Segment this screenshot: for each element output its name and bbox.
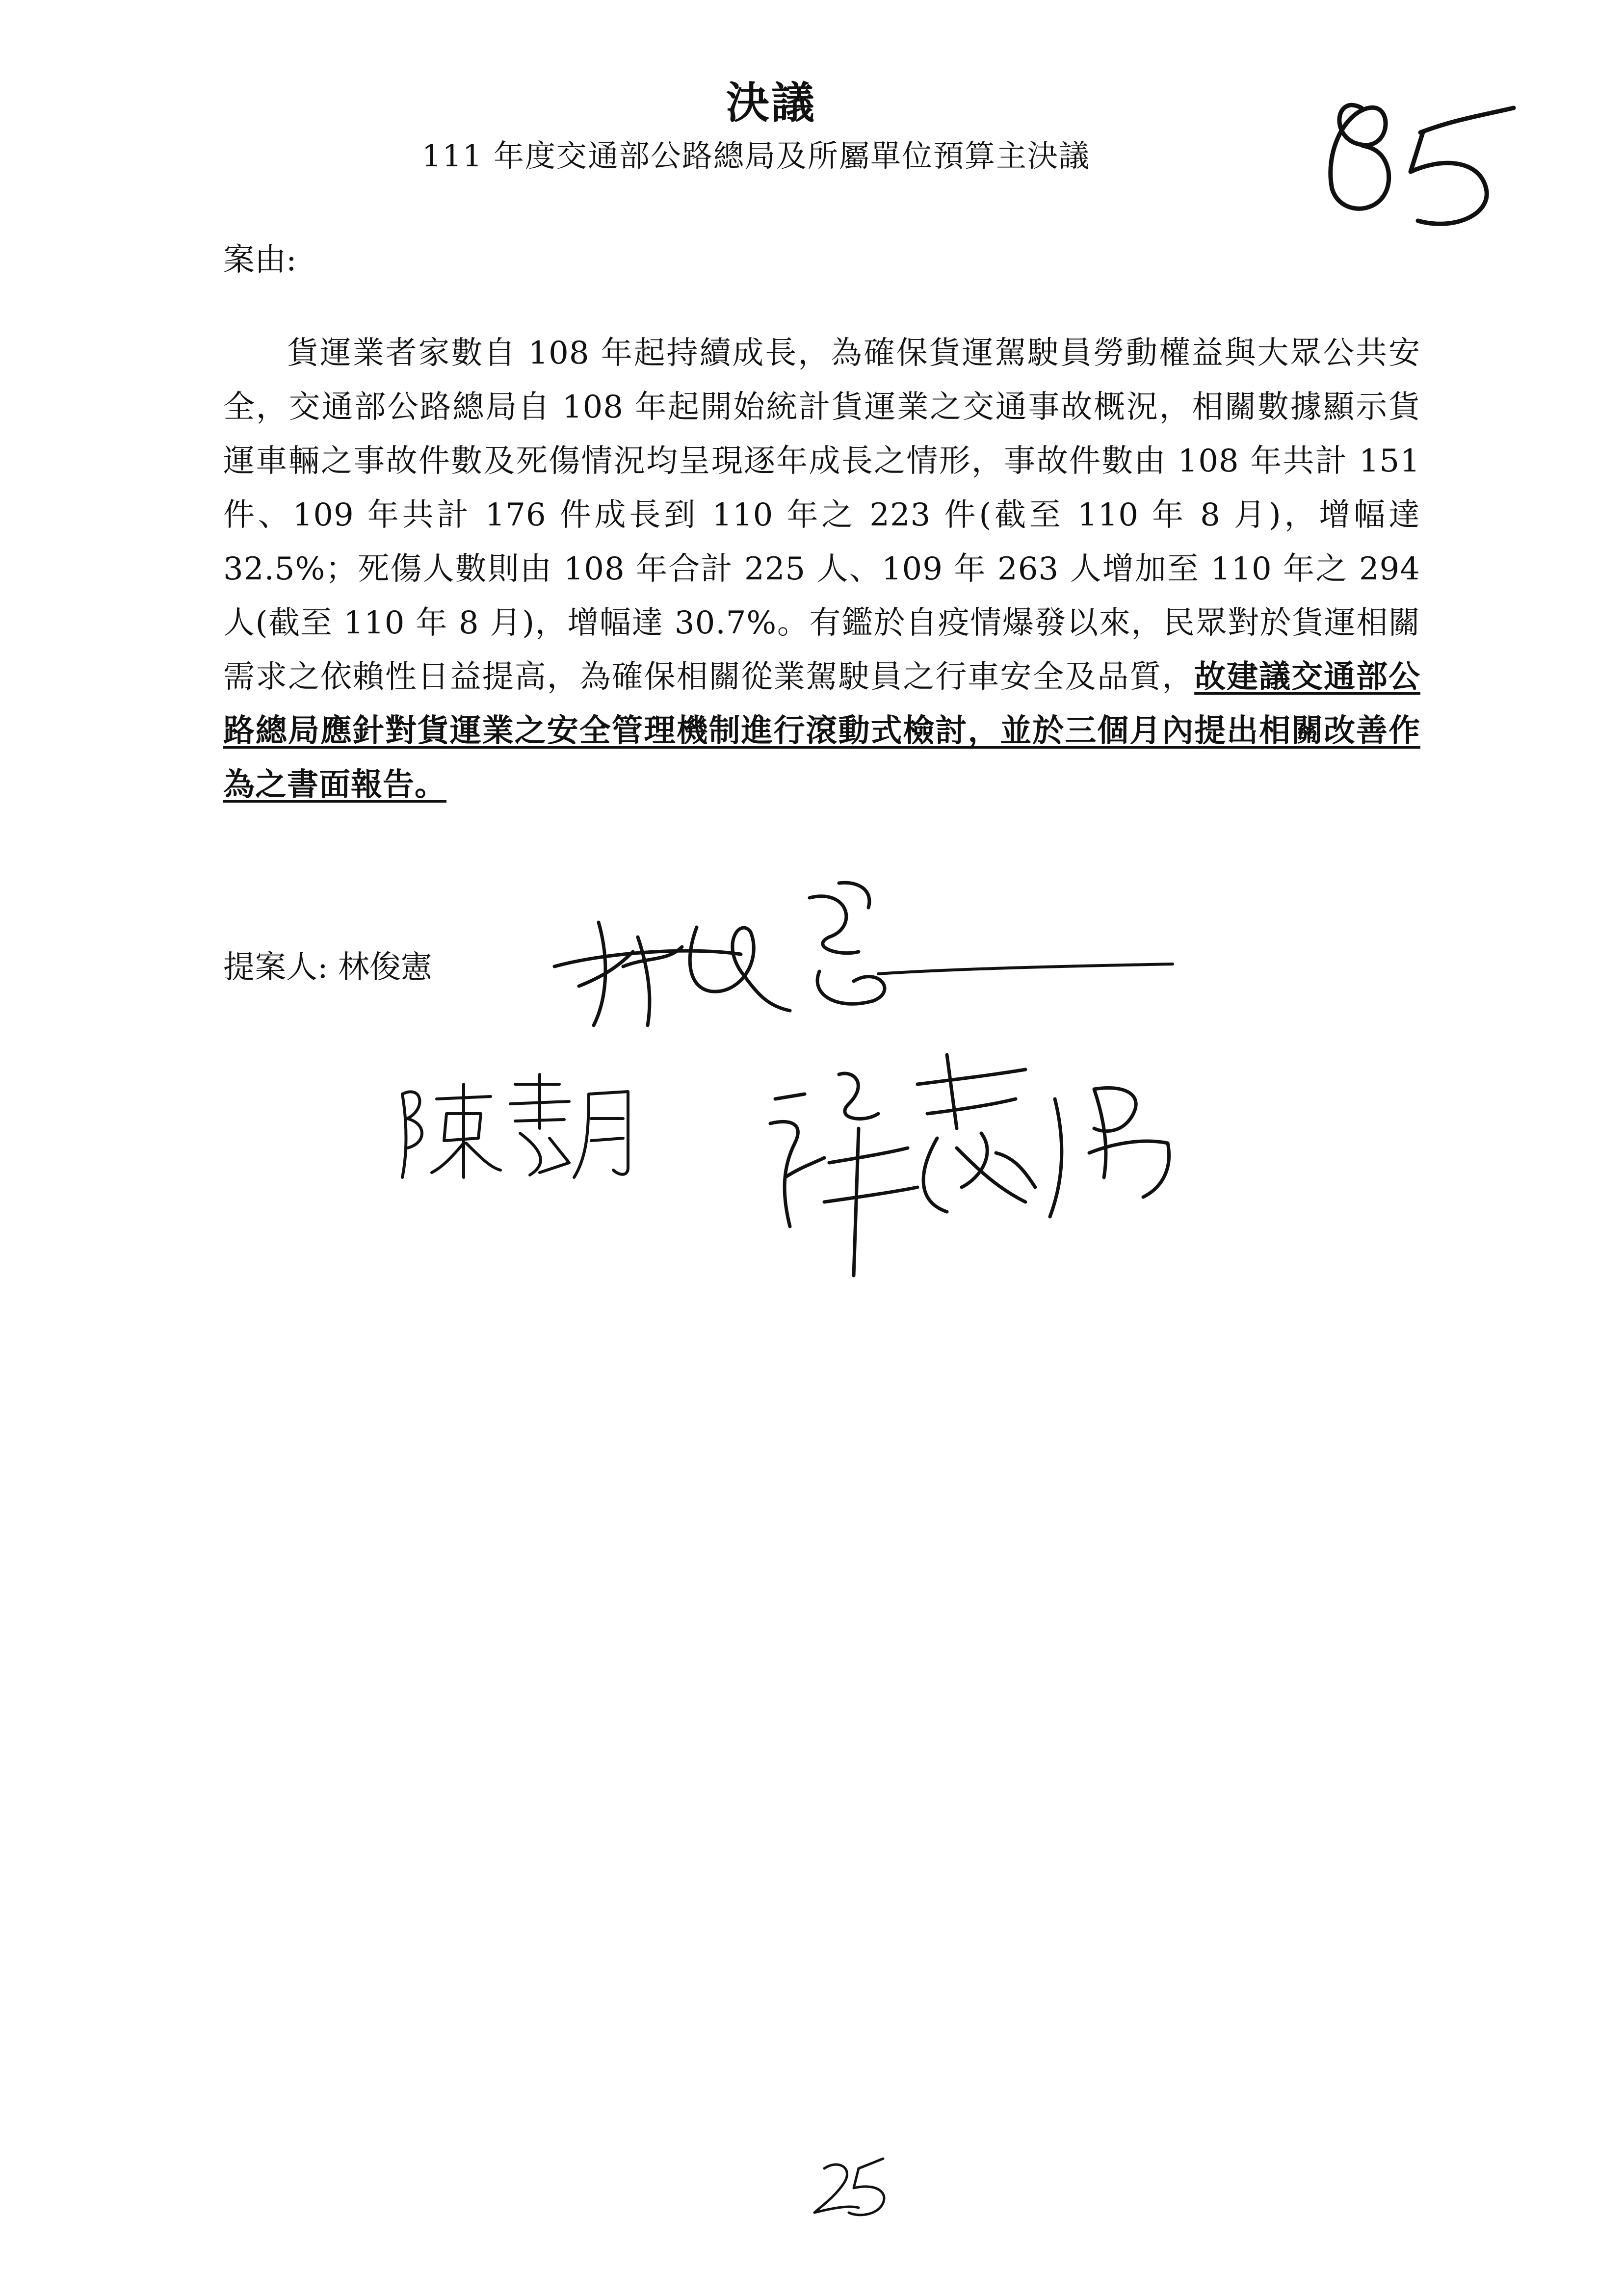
document-subtitle: 111 年度交通部公路總局及所屬單位預算主決議	[422, 138, 1091, 174]
signature-chen-suyue	[393, 1065, 648, 1182]
handwritten-footer-number	[805, 2149, 898, 2222]
signature-xu-zhijie	[751, 1040, 1192, 1285]
signature-lin-junxian	[535, 868, 1187, 1035]
resolution-body-text: 貨運業者家數自 108 年起持續成長，為確保貨運駕駛員勞動權益與大眾公共安全，交通部公路總局自 108 年起開始統計貨運業之交通事故概況，相關數據顯示貨運車輛之事故件數及死傷情況均呈現逐年成長之情形，事故件數由 108 年共計 151 件、109 年共計 176 件成長到 110 年之 223 件(截至 110 年 8 月)，增幅達 32.5%；死傷人數則由 108 年合計 225 人、109 年 263 人增加至 110 年之 294 人(截至 110 年 8 月)，增幅達 30.7%。有鑑於自疫情爆發以來，民眾對於貨運相關需求之依賴性日益提高，為確保相關從業駕駛員之行車安全及品質，	[223, 335, 1420, 695]
proposer-label: 提案人: 林俊憲	[223, 949, 432, 986]
resolution-body	[223, 326, 1420, 812]
resolution-recommendation: 故建議交通部公路總局應針對貨運業之安全管理機制進行滾動式檢討，並於三個月內提出相關改善作為之書面報告。	[223, 658, 1421, 803]
case-reason-label: 案由:	[223, 242, 297, 278]
handwritten-page-number	[1315, 74, 1521, 235]
document-heading: 決議	[726, 77, 817, 128]
